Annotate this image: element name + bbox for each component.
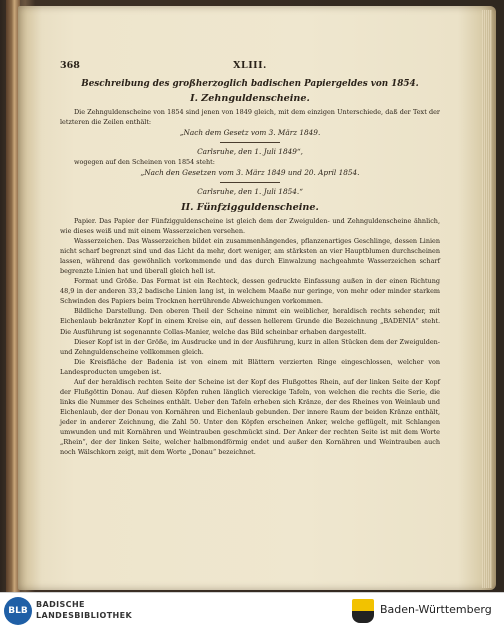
page-edges xyxy=(482,10,492,588)
paragraph: wogegen auf den Scheinen von 1854 steht: xyxy=(74,158,215,167)
paragraph: Auf der heraldisch rechten Seite der Scheine ist der Kopf des Flußgottes Rhein, auf der linken Seite der Kopf der Flußgöttin Donau. Auf diesen Köpfen ruhen länglich viereckige Tafeln, von welchen die rechts die Serie, die links die Nummer des Scheines enthält. Ueber den Tafeln erheben sich Kränze, der des Rheines von Weinlaub und Eichenlaub, der der Donau von Kornähren und Eichenlaub gebunden. Der innere Raum der beiden Kränze enthält, jeder in anderer Zeichnung, die Zahl 50. Unter den Köpfen erscheinen Anker, welche geflügelt, mit Schlangen umwunden und mit Kornähren und Weintrauben geschmückt sind. Der Anker der rechten Seite ist mit dem Worte „Rhein“, der der linken Seite, welcher halbmondförmig endet und außer den Kornähren und Weintrauben auch noch Wälschkorn zeigt, mit dem Worte „Donau“ bezeichnet. xyxy=(60,377,440,457)
footer-bar xyxy=(0,592,504,630)
page-title: Beschreibung des großherzoglich badischen Papiergeldes von 1854. xyxy=(81,79,419,89)
quote-line: „Nach den Gesetzen vom 3. März 1849 und 20. April 1854. xyxy=(140,168,360,178)
section-number: XLIII. xyxy=(233,60,267,71)
paragraph: Die Zehnguldenscheine von 1854 sind jenen von 1849 gleich, mit dem einzigen Unterschiede, daß der Text der letzteren die Zeilen enthält: xyxy=(60,108,440,127)
paragraph: Dieser Kopf ist in der Größe, im Ausdrucke und in der Ausführung, kurz in allen Stücken dem der Zweigulden- und Zehnguldenscheine vollkommen gleich. xyxy=(60,337,440,356)
library-name-line1: BADISCHE xyxy=(36,600,85,609)
blb-logo[interactable]: BLB xyxy=(4,597,32,625)
page-number: 368 xyxy=(60,60,80,71)
paragraph: Die Kreisfläche der Badenia ist von einem mit Blättern verzierten Ringe eingeschlossen, welcher von Landesproducten umgeben ist. xyxy=(60,357,440,376)
divider xyxy=(220,142,280,143)
paragraph: Bildliche Darstellung. Den oberen Theil der Scheine nimmt ein weiblicher, heraldisch rechts sehender, mit Eichenlaub bekränzter Kopf in einem Kreise ein, auf dessen hellerem Grunde die Bezeichnung „BADENIA“ steht. Die Ausführung ist sogenannte Collas-Manier, welche das Bild scheinbar erhaben dargestellt. xyxy=(60,307,440,336)
paragraph: Wasserzeichen. Das Wasserzeichen bildet ein zusammenhängendes, pflanzenartiges Geschlinge, dessen Linien nicht scharf begrenzt sind und das Licht da mehr, dort weniger, am stärksten an vier Hauptblumen durchscheinen lassen, während das gewöhnlich vorkommende und das durch Einwalzung nachgeahmte Wasserzeichen scharf begrenzte Linien hat und überall gleich hell ist. xyxy=(60,236,440,276)
state-name[interactable]: Baden-Württemberg xyxy=(380,603,492,616)
paragraph: Format und Größe. Das Format ist ein Rechteck, dessen gedruckte Einfassung außen in der einen Richtung 48,9 in der anderen 33,2 badische Linien lang ist, in welchem Maaße nur geringe, von mehr oder minder starkem Schwinden des Papiers beim Trocknen herrührende Abweichungen vorkommen. xyxy=(60,277,440,306)
quote-line: „Nach dem Gesetz vom 3. März 1849. xyxy=(179,128,321,138)
heading-zehnguldenscheine: I. Zehnguldenscheine. xyxy=(190,93,310,104)
paragraph: Papier. Das Papier der Fünfzigguldenscheine ist gleich dem der Zweigulden- und Zehnguldenscheine ähnlich, wie dieses weiß und mit einem Wasserzeichen versehen. xyxy=(60,216,440,235)
quote-line: Carlsruhe, den 1. Juli 1849“, xyxy=(197,146,303,156)
state-crest-icon xyxy=(352,599,374,623)
library-name-line2: LANDESBIBLIOTHEK xyxy=(36,610,133,620)
library-name[interactable] xyxy=(36,600,132,622)
heading-fuenfzigguldenscheine: II. Fünfzigguldenscheine. xyxy=(181,201,319,213)
running-header xyxy=(60,60,440,76)
quote-line: Carlsruhe, den 1. Juli 1854.“ xyxy=(197,187,303,197)
page-text xyxy=(60,60,440,457)
divider xyxy=(220,182,280,183)
